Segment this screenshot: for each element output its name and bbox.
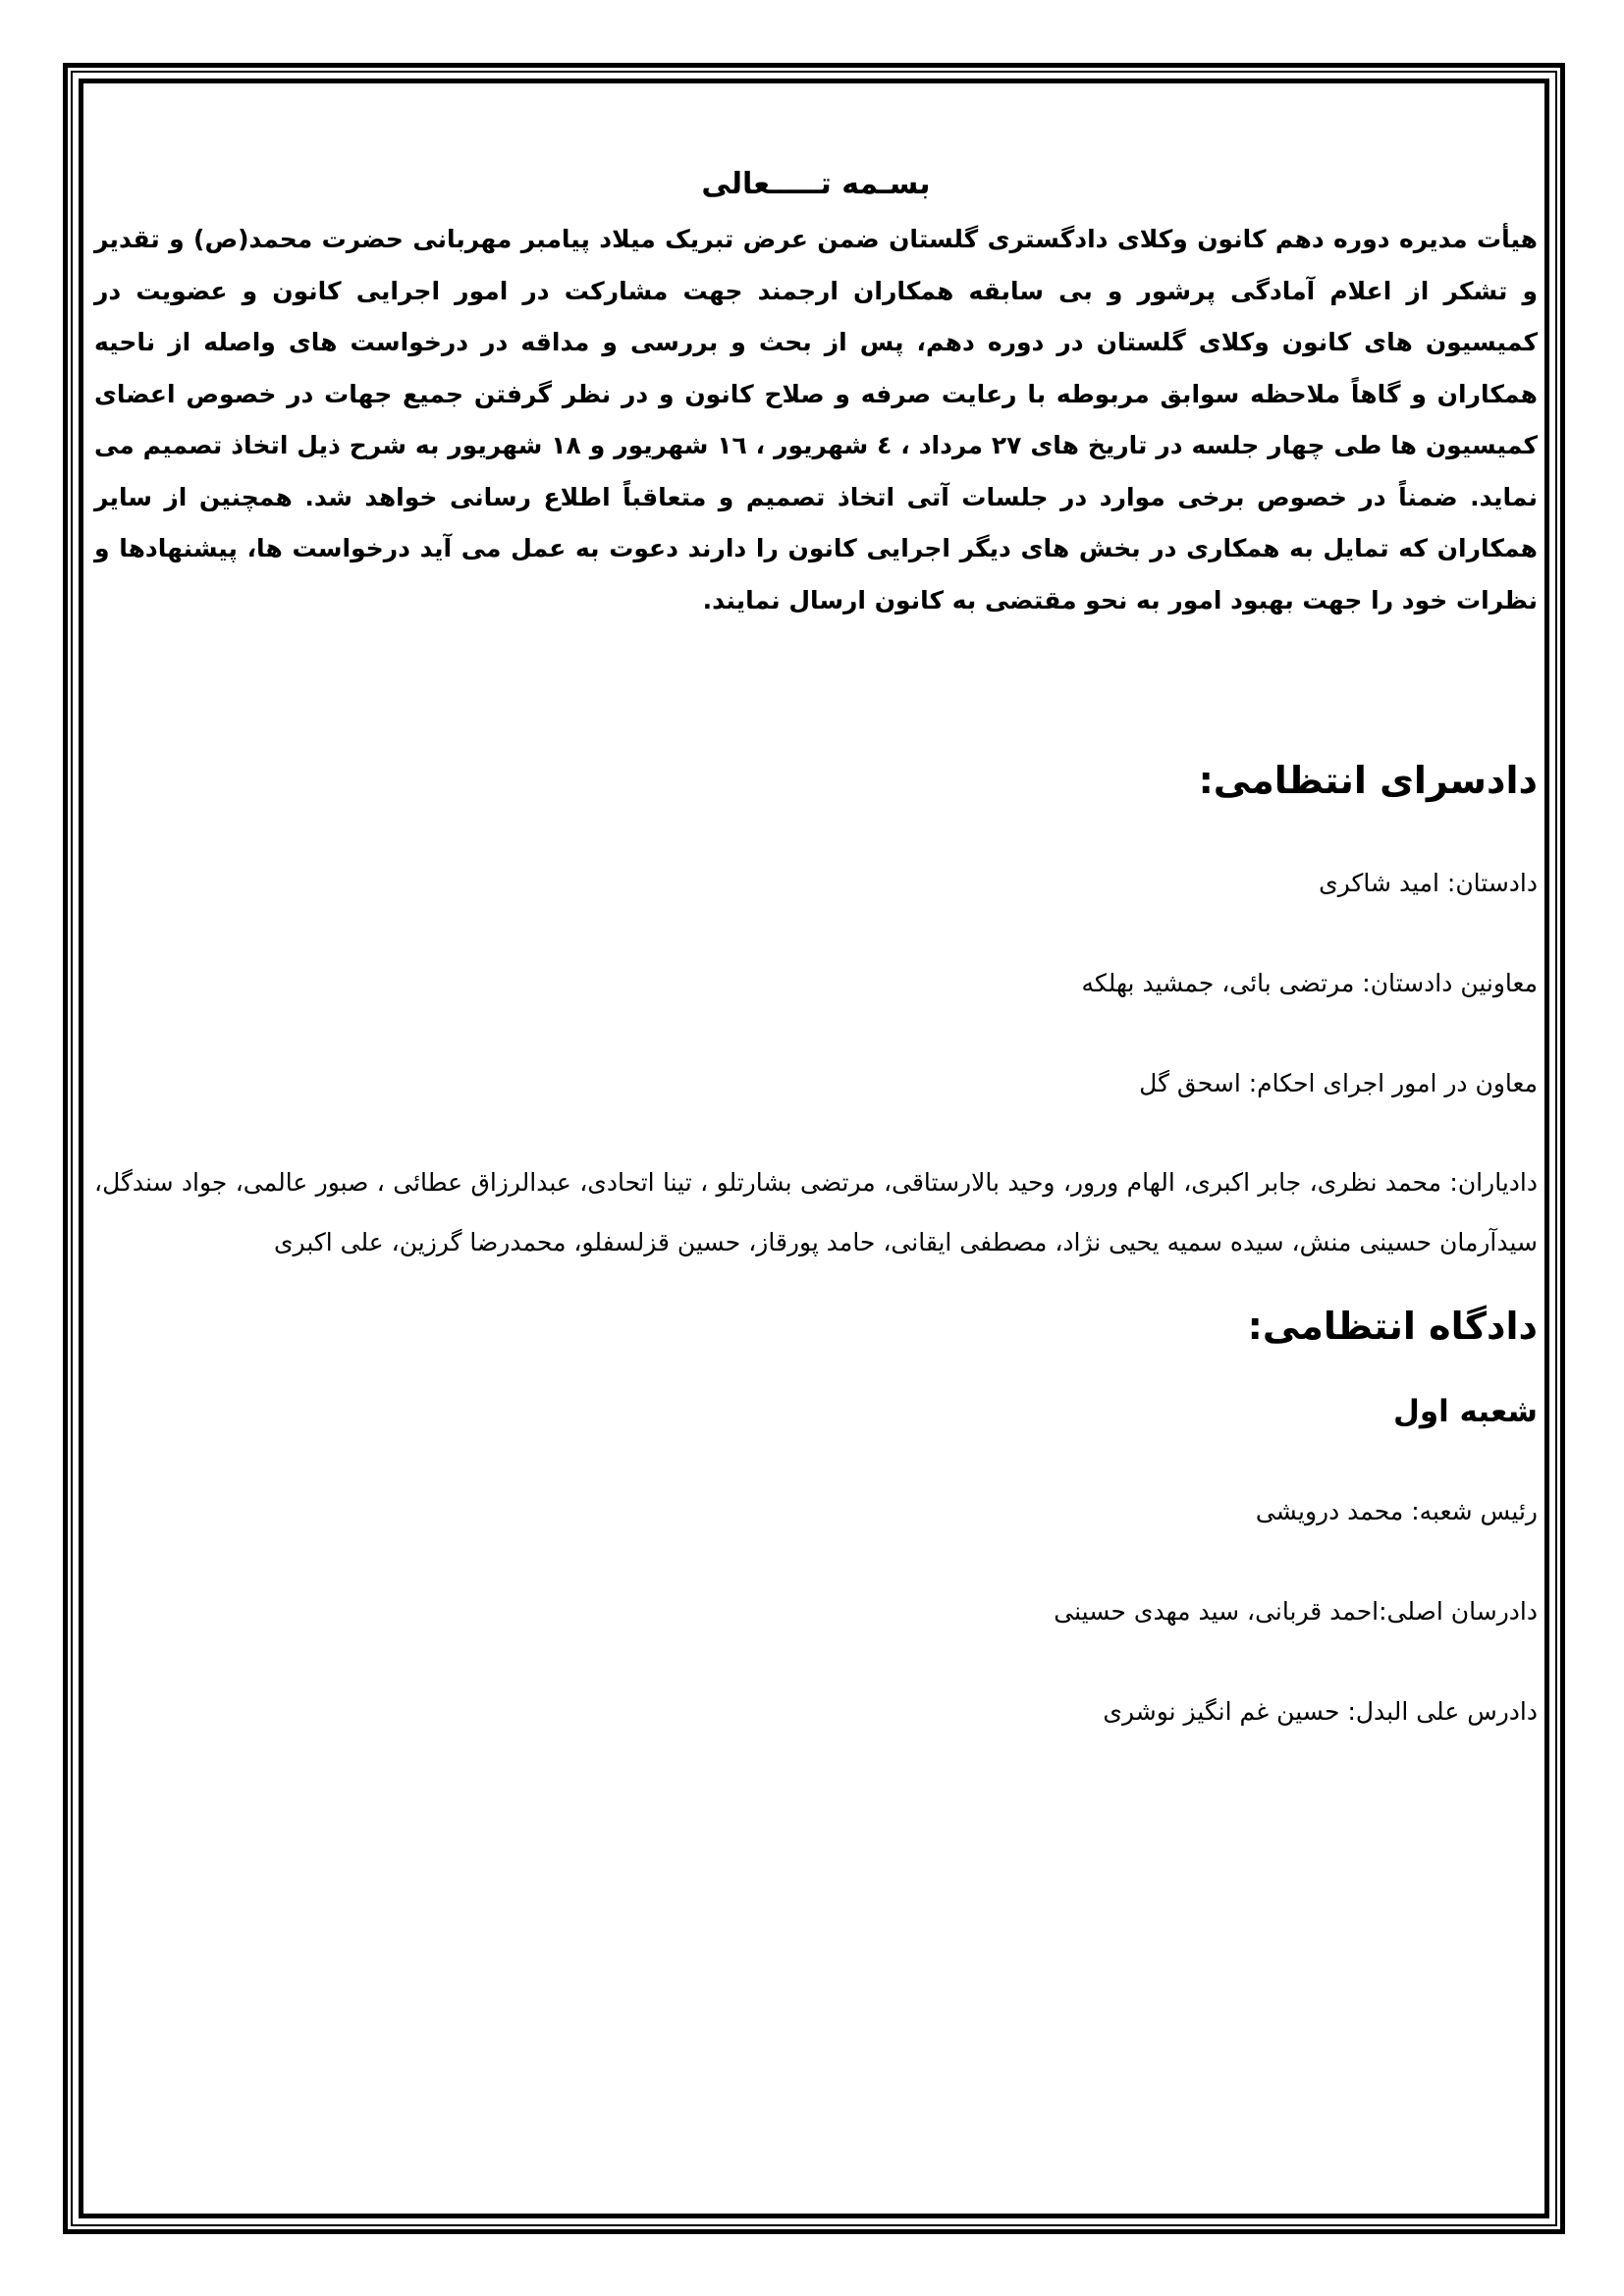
- intro-paragraph: هیأت مدیره دوره دهم کانون وکلای دادگستری گلستان ضمن عرض تبریک میلاد پیامبر مهربانی حضرت محمد(ص) و تقدیر و تشکر از اعلام آمادگی پرشور و بی سابقه همکاران ارجمند جهت مشارکت در امور اجرایی کانون و عضویت در کمیسیون های کانون وکلای گلستان در دوره دهم، پس از بحث و بررسی و مداقه در درخواست های واصله از ناحیه همکاران و گاهاً ملاحظه سوابق مربوطه با رعایت صرفه و صلاح کانون و در نظر گرفتن جمیع جهات در خصوص اعضای کمیسیون ها طی چهار جلسه در تاریخ های ۲۷ مرداد ، ٤ شهریور ، ١٦ شهریور و ١٨ شهریور به شرح ذیل اتخاذ تصمیم می نماید. ضمناً در خصوص برخی موارد در جلسات آتی اتخاذ تصمیم و متعاقباً اطلاع رسانی خواهد شد. همچنین از سایر همکاران که تمایل به همکاری در بخش های دیگر اجرایی کانون را دارند دعوت به عمل می آید درخواست ها، پیشنهادها و نظرات خود را جهت بهبود امور به نحو مقتضی به کانون ارسال نمایند.: [94, 225, 1539, 614]
- substitute-judge-line: دادرس علی البدل: حسین غم انگیز نوشری: [1103, 1697, 1538, 1726]
- enforcement-deputy-line: معاون در امور اجرای احکام: اسحق گل: [1139, 1069, 1538, 1097]
- prosecutor-line: دادستان: امید شاکری: [1319, 869, 1538, 897]
- document-body: [94, 165, 1538, 1732]
- prosecutor-office-title: دادسرای انتظامی:: [1198, 759, 1538, 802]
- assistant-prosecutors-paragraph: دادیاران: محمد نظری، جابر اکبری، الهام ورور، وحید بالارستاقی، مرتضی بشارتلو ، تینا اتحادی، عبدالرزاق عطائی ، صبور عالمی، جواد سندگل، سیدآرمان حسینی منش، سیده سمیه یحیی نژاد، مصطفی ایقانی، حامد پورقاز، حسین قزلسفلو، محمدرضا گرزین، علی اکبری: [94, 1168, 1538, 1256]
- branch-head-line: رئیس شعبه: محمد درویشی: [1255, 1497, 1538, 1525]
- branch-one-title: شعبه اول: [1392, 1394, 1538, 1429]
- deputy-prosecutors-line: معاونین دادستان: مرتضی بائی، جمشید بهلکه: [1081, 969, 1538, 997]
- document-heading: بسـمه تـــــعالی: [701, 167, 931, 201]
- main-judges-line: دادرسان اصلی:احمد قربانی، سید مهدی حسینی: [1054, 1597, 1538, 1626]
- disciplinary-court-title: دادگاه انتظامی:: [1247, 1305, 1538, 1348]
